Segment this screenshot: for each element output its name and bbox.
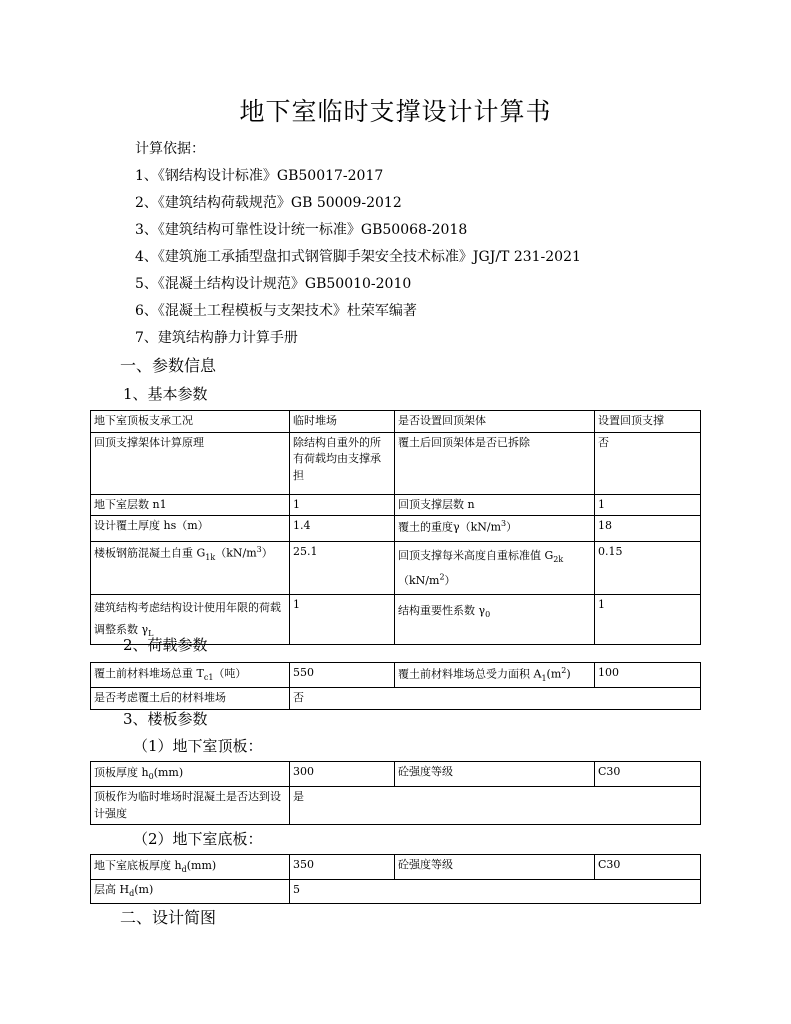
table-cell: 地下室顶板支承工况 — [91, 411, 290, 433]
cell-text: 层高 H — [94, 883, 130, 897]
basis-item-7: 7、建筑结构静力计算手册 — [135, 330, 298, 346]
section1-heading: 一、参数信息 — [120, 356, 217, 375]
table-row — [91, 432, 701, 494]
table-cell: 5 — [290, 880, 701, 904]
cell-text: (mm) — [186, 858, 217, 872]
basis-heading: 计算依据： — [135, 141, 205, 157]
basis-item-5: 5、《混凝土结构设计规范》GB50010-2010 — [135, 276, 412, 292]
table-cell: 设置回顶支撑 — [595, 411, 701, 433]
table-cell: 1 — [290, 595, 395, 645]
cell-text: ） — [444, 573, 456, 587]
table-row — [91, 411, 701, 433]
table-cell: 0.15 — [595, 542, 701, 595]
cell-sub: d — [181, 865, 187, 875]
cell-sub: 0 — [485, 610, 491, 620]
table-cell: 顶板作为临时堆场时混凝土是否达到设计强度 — [91, 787, 290, 825]
table-cell: 1.4 — [290, 516, 395, 542]
table-cell: 100 — [595, 663, 701, 688]
cell-text: (m — [546, 667, 562, 681]
table-cell: 25.1 — [290, 542, 395, 595]
basis-item-6: 6、《混凝土工程模板与支架技术》杜荣军编著 — [135, 303, 417, 319]
cell-text: 覆土前材料堆场总重 T — [94, 666, 204, 680]
cell-text: 楼板钢筋混凝土自重 G — [94, 546, 206, 560]
cell-text: ） — [506, 520, 518, 534]
table-row — [91, 787, 701, 825]
table-cell: 覆土后回顶架体是否已拆除 — [395, 432, 595, 494]
cell-text: (m) — [134, 883, 154, 897]
table-cell: 地下室层数 n1 — [91, 494, 290, 516]
table-cell: 1 — [595, 595, 701, 645]
cell-text: 顶板厚度 h — [94, 765, 149, 779]
cell-text: （kN/m — [215, 546, 257, 560]
slab-params-heading: 3、楼板参数 — [123, 710, 208, 728]
table-row — [91, 516, 701, 542]
cell-sub: L — [148, 629, 154, 639]
load-params-table — [90, 662, 701, 710]
table-cell: 18 — [595, 516, 701, 542]
cell-text: 地下室底板厚度 h — [94, 858, 182, 872]
table-row — [91, 762, 701, 787]
roof-slab-table — [90, 761, 701, 825]
basis-item-2: 2、《建筑结构荷载规范》GB 50009-2012 — [135, 195, 402, 211]
floor-slab-heading: （2）地下室底板： — [133, 830, 263, 848]
cell-text: 结构重要性系数 γ — [398, 604, 486, 618]
table-row — [91, 855, 701, 880]
cell-text: （kN/m — [398, 573, 440, 587]
table-row — [91, 880, 701, 904]
table-cell — [395, 595, 595, 645]
basic-params-table — [90, 410, 701, 645]
table-cell: 回顶支撑层数 n — [395, 494, 595, 516]
cell-text: 回顶支撑每米高度自重标准值 G — [398, 549, 554, 562]
table-cell: 300 — [290, 762, 395, 787]
table-row — [91, 688, 701, 710]
table-cell: 1 — [290, 494, 395, 516]
table-cell: 砼强度等级 — [395, 855, 595, 880]
load-params-heading: 2、荷载参数 — [123, 636, 208, 654]
table-row — [91, 494, 701, 516]
table-cell — [395, 516, 595, 542]
table-cell — [395, 663, 595, 688]
cell-sub: d — [129, 889, 135, 899]
cell-text: (mm) — [153, 765, 184, 779]
cell-text: （吨） — [213, 666, 247, 680]
table-row — [91, 663, 701, 688]
cell-sup: 2 — [439, 572, 445, 582]
table-cell: 临时堆场 — [290, 411, 395, 433]
table-cell: 350 — [290, 855, 395, 880]
basis-item-1: 1、《钢结构设计标准》GB50017-2017 — [135, 168, 384, 184]
cell-text: ) — [566, 667, 571, 681]
basis-item-4: 4、《建筑施工承插型盘扣式钢管脚手架安全技术标准》JGJ/T 231-2021 — [135, 249, 581, 265]
table-cell: 否 — [595, 432, 701, 494]
cell-sup: 3 — [501, 519, 507, 528]
cell-sup: 3 — [256, 545, 262, 554]
table-cell: 否 — [290, 688, 701, 710]
table-cell: 砼强度等级 — [395, 762, 595, 787]
cell-sub: 0 — [148, 772, 154, 782]
basis-item-3: 3、《建筑结构可靠性设计统一标准》GB50068-2018 — [135, 222, 468, 238]
table-cell — [91, 762, 290, 787]
section2-heading: 二、设计简图 — [120, 908, 217, 927]
table-cell: C30 — [595, 855, 701, 880]
table-cell: 除结构自重外的所有荷载均由支撑承担 — [290, 432, 395, 494]
cell-sub: 1 — [541, 673, 547, 683]
table-cell — [91, 663, 290, 688]
table-cell: 回顶支撑架体计算原理 — [91, 432, 290, 494]
table-cell: 是否考虑覆土后的材料堆场 — [91, 688, 290, 710]
cell-text: 覆土的重度γ（kN/m — [398, 520, 502, 534]
table-cell: C30 — [595, 762, 701, 787]
cell-sub: 1k — [205, 552, 216, 562]
page-title: 地下室临时支撑设计计算书 — [239, 97, 552, 126]
table-cell: 是 — [290, 787, 701, 825]
floor-slab-table — [90, 854, 701, 904]
table-cell: 1 — [595, 494, 701, 516]
table-cell: 是否设置回顶架体 — [395, 411, 595, 433]
cell-text: 建筑结构考虑结构设计使用年限的荷载调整系数 γ — [94, 601, 281, 637]
table-cell — [91, 855, 290, 880]
cell-text: ） — [261, 546, 273, 560]
basic-params-heading: 1、基本参数 — [123, 385, 208, 403]
cell-sub: c1 — [203, 673, 214, 683]
cell-sub: 2k — [553, 555, 564, 565]
cell-text: 覆土前材料堆场总受力面积 A — [398, 667, 542, 681]
table-cell: 设计覆土厚度 hs（m） — [91, 516, 290, 542]
table-cell — [91, 542, 290, 595]
table-cell — [91, 880, 290, 904]
table-row — [91, 542, 701, 595]
roof-slab-heading: （1）地下室顶板： — [133, 737, 263, 755]
cell-sup: 2 — [561, 666, 567, 676]
table-cell: 550 — [290, 663, 395, 688]
table-cell — [395, 542, 595, 595]
